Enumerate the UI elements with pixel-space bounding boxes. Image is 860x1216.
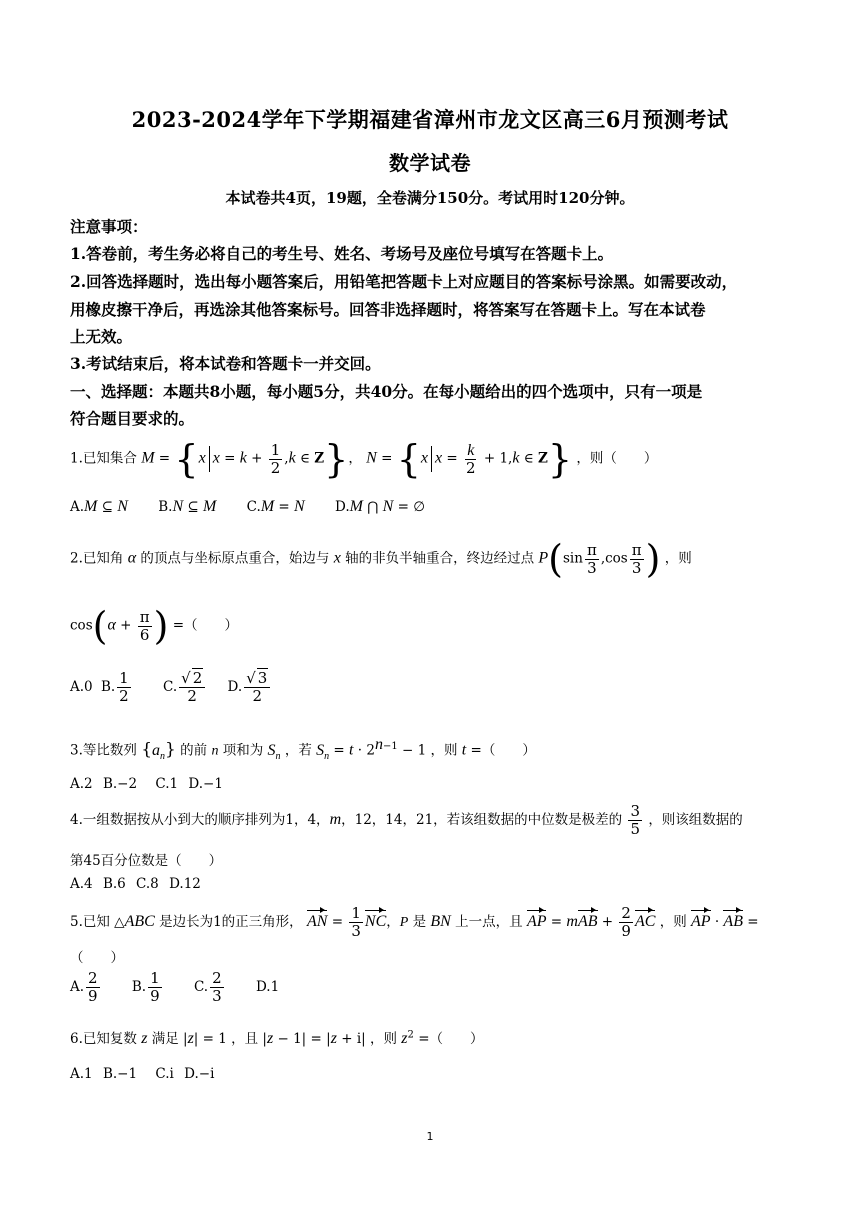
q5-tail: ，则 xyxy=(659,914,687,930)
q3-mid: 的前 xyxy=(180,742,208,759)
q2-text: 2.已知角 xyxy=(70,550,124,567)
q2-option-b: B. xyxy=(100,679,116,695)
q2-options: A.0 B. $\frac{1}{2}$ C. $\frac{√ 2}{2}$ D. $\frac{√ 3}{2}$ xyxy=(70,670,298,705)
q4-option-c: C.8 xyxy=(136,876,159,892)
q6-tail: ，则 xyxy=(369,1031,397,1047)
q5-mid: 是边长为1的正三角形， xyxy=(159,914,303,930)
q6-option-c: C.i xyxy=(155,1066,174,1082)
q2-option-c: C. xyxy=(163,679,178,695)
question-3: 3.等比数列 $\{a_n\}$ 的前 n 项和为 $S_n$ ，若 $S_n = t \cdot 2^{n-1} - 1$ ，则 t =（ ） xyxy=(70,736,536,762)
q4-line1c: ，则该组数据的 xyxy=(648,812,743,828)
q3-option-c: C.1 xyxy=(155,776,179,792)
q4-option-a: A.4 xyxy=(70,876,93,892)
notice-heading: 注意事项： xyxy=(70,217,148,236)
q6-option-b: B.−1 xyxy=(102,1066,138,1082)
q4-options xyxy=(70,876,227,892)
q5-option-a: A. xyxy=(70,979,85,995)
notice-item-1: 1.答卷前，考生务必将自己的考生号、姓名、考场号及座位号填写在答题卡上。 xyxy=(70,244,614,263)
q6-eq: =（ ） xyxy=(418,1031,484,1047)
q3-option-a: A.2 xyxy=(70,776,93,792)
q1-suffix: ，则（ ） xyxy=(576,450,658,467)
q5-text: 5.已知 xyxy=(70,914,110,930)
section-heading: 一、选择题：本题共8小题，每小题5分，共40分。在每小题给出的四个选项中，只有一项是 xyxy=(70,382,703,401)
exam-title: 2023-2024学年下学期福建省漳州市龙文区高三6月预测考试 xyxy=(131,107,729,132)
q4-line2: 第45百分位数是（ ） xyxy=(70,853,223,869)
q3-options xyxy=(70,776,249,792)
q3-option-b: B.−2 xyxy=(102,776,138,792)
notice-item-3: 3.考试结束后，将本试卷和答题卡一并交回。 xyxy=(70,354,381,373)
q6-text: 6.已知复数 xyxy=(70,1031,137,1047)
question-6: 6.已知复数 z 满足 |z| = 1 ，且 |z − 1| = |z + i| ，则 $z^2$ =（ ） xyxy=(70,1029,484,1047)
q2-tail: ，则 xyxy=(664,550,692,567)
notice-item-2-cont: 用橡皮擦干净后，再选涂其他答案标号。回答非选择题时，将答案写在答题卡上。写在本试卷 xyxy=(70,300,706,319)
q6-option-d: D.−i xyxy=(184,1066,215,1082)
q3-text: 3.等比数列 xyxy=(70,742,137,759)
q1-option-d: D. xyxy=(335,499,350,515)
q3-mid3: ，若 xyxy=(284,742,312,759)
q2-mid2: 轴的非负半轴重合，终边经过点 xyxy=(345,550,535,567)
q1-prefix: 1.已知集合 xyxy=(70,450,137,467)
q5-mid3: 上一点，且 xyxy=(455,914,523,930)
section-heading-cont: 符合题目要求的。 xyxy=(70,409,195,428)
q5-options: A. $\frac{2}{9}$ B. $\frac{1}{9}$ C. $\frac{2}{3}$ D.1 xyxy=(70,969,280,1005)
q5-option-d: D.1 xyxy=(255,979,280,995)
q5-line2: （ ） xyxy=(70,950,124,966)
q2-mid: 的顶点与坐标原点重合，始边与 xyxy=(140,550,330,567)
q6-options xyxy=(70,1066,240,1082)
notice-item-2: 2.回答选择题时，选出每小题答案后，用铅笔把答题卡上对应题目的答案标号涂黑。如需要改动， xyxy=(70,272,738,291)
q1-options: A.M ⊆ N B.N ⊆ M C.M = N D.M ⋂ N = ∅ xyxy=(70,498,425,515)
q5-option-c: C. xyxy=(193,979,209,995)
q6-mid2: ，且 xyxy=(231,1031,259,1047)
q6-option-a: A.1 xyxy=(70,1066,93,1082)
q6-mid: 满足 xyxy=(151,1031,179,1047)
exam-info: 本试卷共4页，19题，全卷满分150分。考试用时120分钟。 xyxy=(225,189,635,207)
q1-option-c: C. xyxy=(246,499,261,515)
q4-line1a: 4.一组数据按从小到大的顺序排列为1，4， xyxy=(70,812,330,828)
notice-item-2-end: 上无效。 xyxy=(70,327,133,346)
page-number: 1 xyxy=(426,1130,434,1143)
q2-option-d: D. xyxy=(227,679,243,695)
q4-line1b: ，12，14，21，若该组数据的中位数是极差的 xyxy=(341,812,623,828)
q5-mid2: 是 xyxy=(412,914,427,930)
q3-option-d: D.−1 xyxy=(188,776,223,792)
question-2: 2.已知角 α 的顶点与坐标原点重合，始边与 x 轴的非负半轴重合，终边经过点 P(sin $\frac{\pi}{3}$ ,cos $\frac{\pi}{3}$ ) ，则 xyxy=(70,537,692,581)
question-1: 1.已知集合 M = {x x = k + $\frac{1}{2}$ ,k ∈ Z}， N = {x x = $\frac{k}{2}$ + 1,k ∈ Z} ，则（ ） xyxy=(70,437,658,481)
question-5: 5.已知 △ABC 是边长为1的正三角形， AN = $\frac{1}{3}$ NC，P 是 BN 上一点，且 AP = mAB + $\frac{2}{9}$ AC ，则 AP · AB = xyxy=(70,904,759,940)
q4-option-d: D.12 xyxy=(169,876,201,892)
q4-option-b: B.6 xyxy=(102,876,126,892)
q5-option-b: B. xyxy=(131,979,147,995)
question-4: 4.一组数据按从小到大的顺序排列为1，4，m，12，14，21，若该组数据的中位数是极差的 $\frac{3}{5}$ ，则该组数据的 xyxy=(70,802,743,838)
q3-tail: ，则 xyxy=(430,742,458,759)
q1-option-b: B. xyxy=(158,499,173,515)
q2-option-a: A.0 xyxy=(70,679,93,695)
q2-expression: cos(α + $\frac{\pi}{6}$ ) =（ ） xyxy=(70,604,239,648)
exam-subtitle: 数学试卷 xyxy=(389,151,471,175)
q3-mid2: 项和为 xyxy=(222,742,264,759)
q1-option-a: A. xyxy=(70,499,85,515)
q2-eq: =（ ） xyxy=(172,617,239,634)
q3-eq: =（ ） xyxy=(470,742,536,759)
